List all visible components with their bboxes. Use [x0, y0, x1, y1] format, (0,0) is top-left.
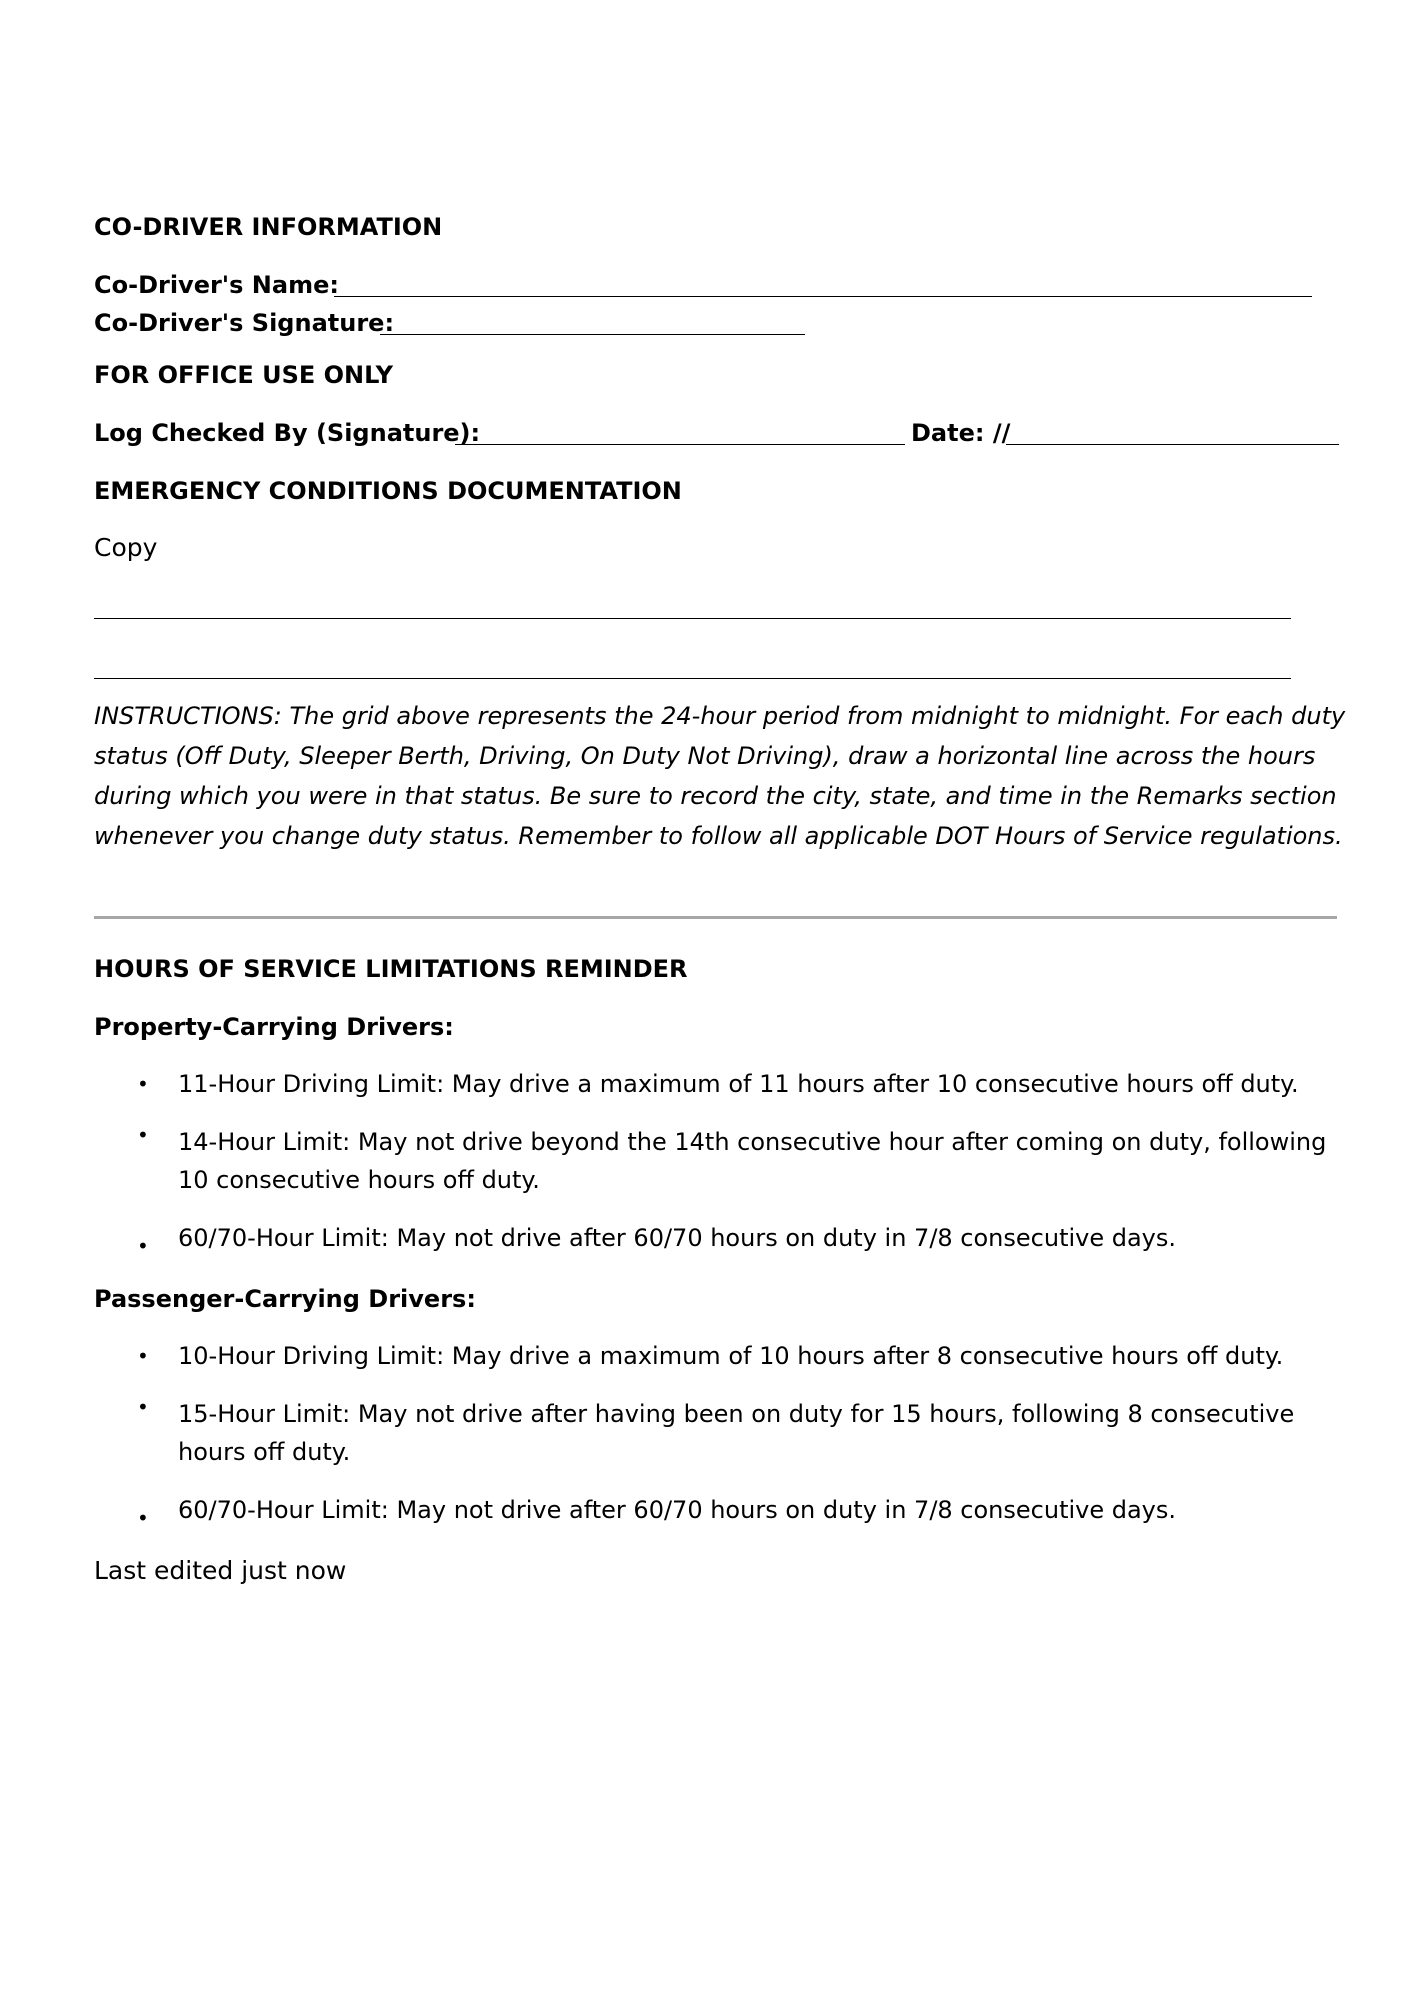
passenger-carrying-heading: Passenger-Carrying Drivers: [94, 1285, 476, 1313]
list-item-text: 14-Hour Limit: May not drive beyond the 14th consecutive hour after coming on duty, following 10 consecutive hours off duty. [178, 1128, 1327, 1194]
co-driver-signature-label: Co-Driver's Signature: [94, 309, 395, 337]
bullet-icon: • [137, 1395, 149, 1419]
section-divider [94, 916, 1337, 919]
date-field[interactable] [1006, 444, 1339, 445]
bullet-icon: • [137, 1506, 149, 1530]
list-item-text: 60/70-Hour Limit: May not drive after 60/70 hours on duty in 7/8 consecutive days. [178, 1496, 1177, 1524]
hos-section-title: HOURS OF SERVICE LIMITATIONS REMINDER [94, 955, 688, 983]
bullet-icon: • [137, 1123, 149, 1147]
copy-label: Copy [94, 533, 158, 562]
co-driver-section-title: CO-DRIVER INFORMATION [94, 213, 443, 241]
instructions-paragraph: INSTRUCTIONS: The grid above represents the 24-hour period from midnight to midnight. For each duty status (Off Duty, Sleeper Berth, Driving, On Duty Not Driving), draw a horizontal line across the hours during which you were in that status. Be sure to record the city, state, and time in the Remarks section whenever you change duty status. Remember to follow all applicable DOT Hours of Service regulations. [94, 702, 1346, 850]
list-item-text: 15-Hour Limit: May not drive after having been on duty for 15 hours, following 8 consecutive hours off duty. [178, 1400, 1295, 1466]
list-item-text: 60/70-Hour Limit: May not drive after 60/70 hours on duty in 7/8 consecutive days. [178, 1224, 1177, 1252]
list-item-text: 10-Hour Driving Limit: May drive a maximum of 10 hours after 8 consecutive hours off duty. [178, 1342, 1284, 1370]
date-label: Date: // [911, 419, 1011, 447]
co-driver-signature-field[interactable] [380, 334, 805, 335]
last-edited-status: Last edited just now [94, 1556, 347, 1585]
emergency-section-title: EMERGENCY CONDITIONS DOCUMENTATION [94, 477, 682, 505]
log-checked-signature-field[interactable] [455, 444, 905, 445]
property-carrying-heading: Property-Carrying Drivers: [94, 1013, 454, 1041]
emergency-notes-line-1[interactable] [94, 618, 1291, 619]
bullet-icon: • [137, 1344, 149, 1368]
emergency-notes-line-2[interactable] [94, 678, 1291, 679]
log-checked-label: Log Checked By (Signature): [94, 419, 481, 447]
co-driver-name-field[interactable] [334, 296, 1312, 297]
office-use-section-title: FOR OFFICE USE ONLY [94, 361, 394, 389]
list-item-text: 11-Hour Driving Limit: May drive a maximum of 11 hours after 10 consecutive hours off duty. [178, 1070, 1299, 1098]
bullet-icon: • [137, 1072, 149, 1096]
bullet-icon: • [137, 1234, 149, 1258]
co-driver-name-label: Co-Driver's Name: [94, 271, 339, 299]
